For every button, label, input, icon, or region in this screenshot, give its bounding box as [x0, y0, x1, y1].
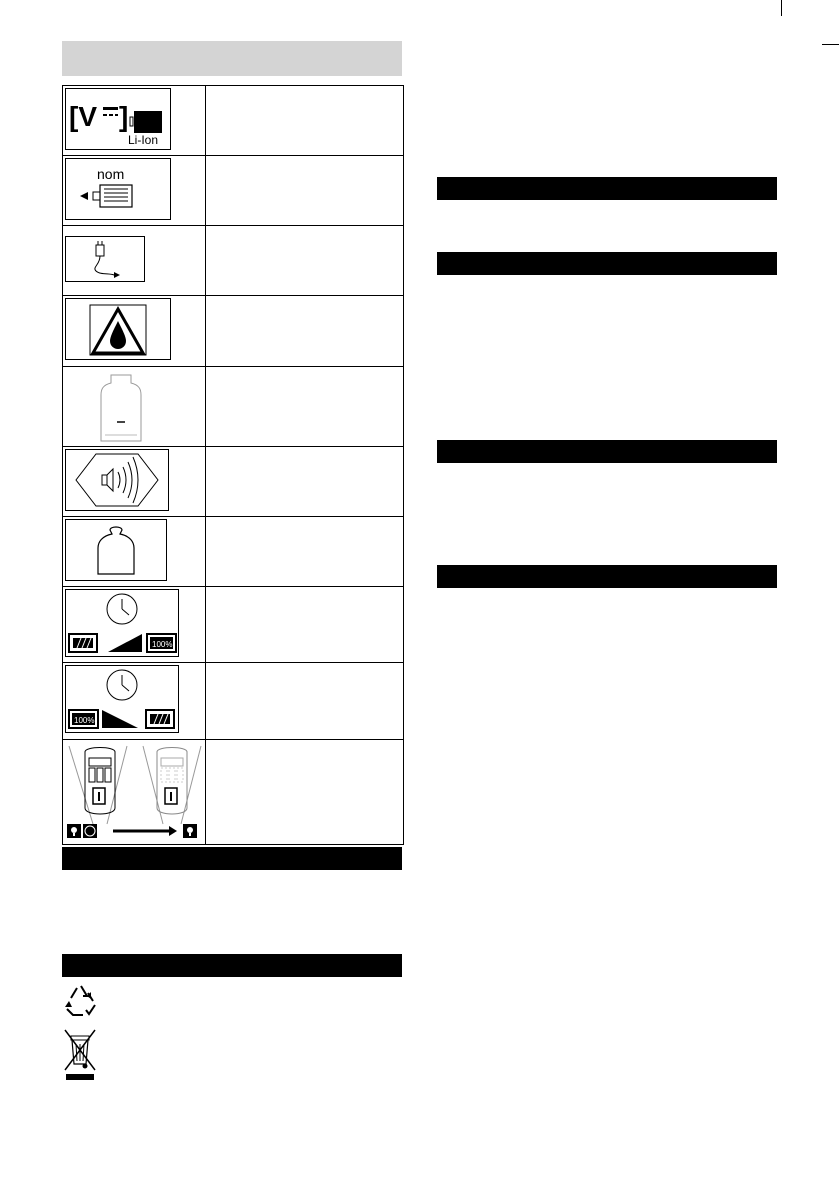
table-row	[63, 447, 404, 517]
description-cell	[206, 740, 404, 845]
table-row	[63, 587, 404, 663]
icon-cell	[63, 663, 206, 740]
svg-text:100%: 100%	[152, 639, 173, 649]
table-row	[63, 156, 404, 226]
svg-text:]: ]	[119, 100, 129, 132]
oil-drop-warning-icon	[65, 298, 171, 360]
description-cell	[206, 86, 404, 156]
description-cell	[206, 156, 404, 226]
section-bar	[62, 954, 402, 977]
section-header-band	[62, 41, 402, 76]
weight-icon	[65, 519, 167, 581]
runtime-clock-icon	[65, 665, 179, 733]
svg-text:100%: 100%	[74, 716, 95, 725]
icon-cell	[63, 517, 206, 587]
table-row	[63, 226, 404, 296]
symbol-table	[62, 85, 404, 845]
icon-cell	[63, 86, 206, 156]
battery-voltage-liion-icon	[65, 88, 171, 150]
charging-time-clock-icon	[65, 589, 179, 657]
table-row	[63, 296, 404, 367]
description-cell	[206, 296, 404, 367]
motor-nominal-speed-icon	[65, 158, 171, 220]
icon-cell	[63, 740, 206, 845]
icon-cell	[63, 296, 206, 367]
icon-cell	[63, 587, 206, 663]
charger-cable-icon	[65, 236, 145, 282]
tank-bottle-icon	[63, 369, 201, 445]
section-bar	[437, 440, 777, 463]
section-bar	[62, 847, 402, 870]
crop-mark-top	[781, 0, 782, 16]
sound-level-icon	[65, 449, 169, 511]
svg-text:nom: nom	[97, 165, 125, 182]
table-row	[63, 517, 404, 587]
table-row	[63, 663, 404, 740]
description-cell	[206, 587, 404, 663]
description-cell	[206, 226, 404, 296]
icon-cell	[63, 156, 206, 226]
description-cell	[206, 447, 404, 517]
icon-cell	[63, 226, 206, 296]
recycling-icon	[63, 983, 99, 1017]
description-cell	[206, 517, 404, 587]
battery-indicator-display-icon	[63, 742, 203, 842]
description-cell	[206, 663, 404, 740]
table-row	[63, 367, 404, 447]
crossed-out-bin-icon	[63, 1028, 97, 1082]
svg-text:[V: [V	[69, 100, 97, 132]
icon-cell	[63, 447, 206, 517]
icon-cell	[63, 367, 206, 447]
table-row	[63, 740, 404, 845]
table-row	[63, 86, 404, 156]
section-bar	[437, 565, 777, 588]
section-bar	[437, 252, 777, 275]
description-cell	[206, 367, 404, 447]
svg-text:Li-Ion: Li-Ion	[128, 132, 159, 147]
section-bar	[437, 177, 777, 200]
crop-mark-right	[822, 44, 839, 45]
